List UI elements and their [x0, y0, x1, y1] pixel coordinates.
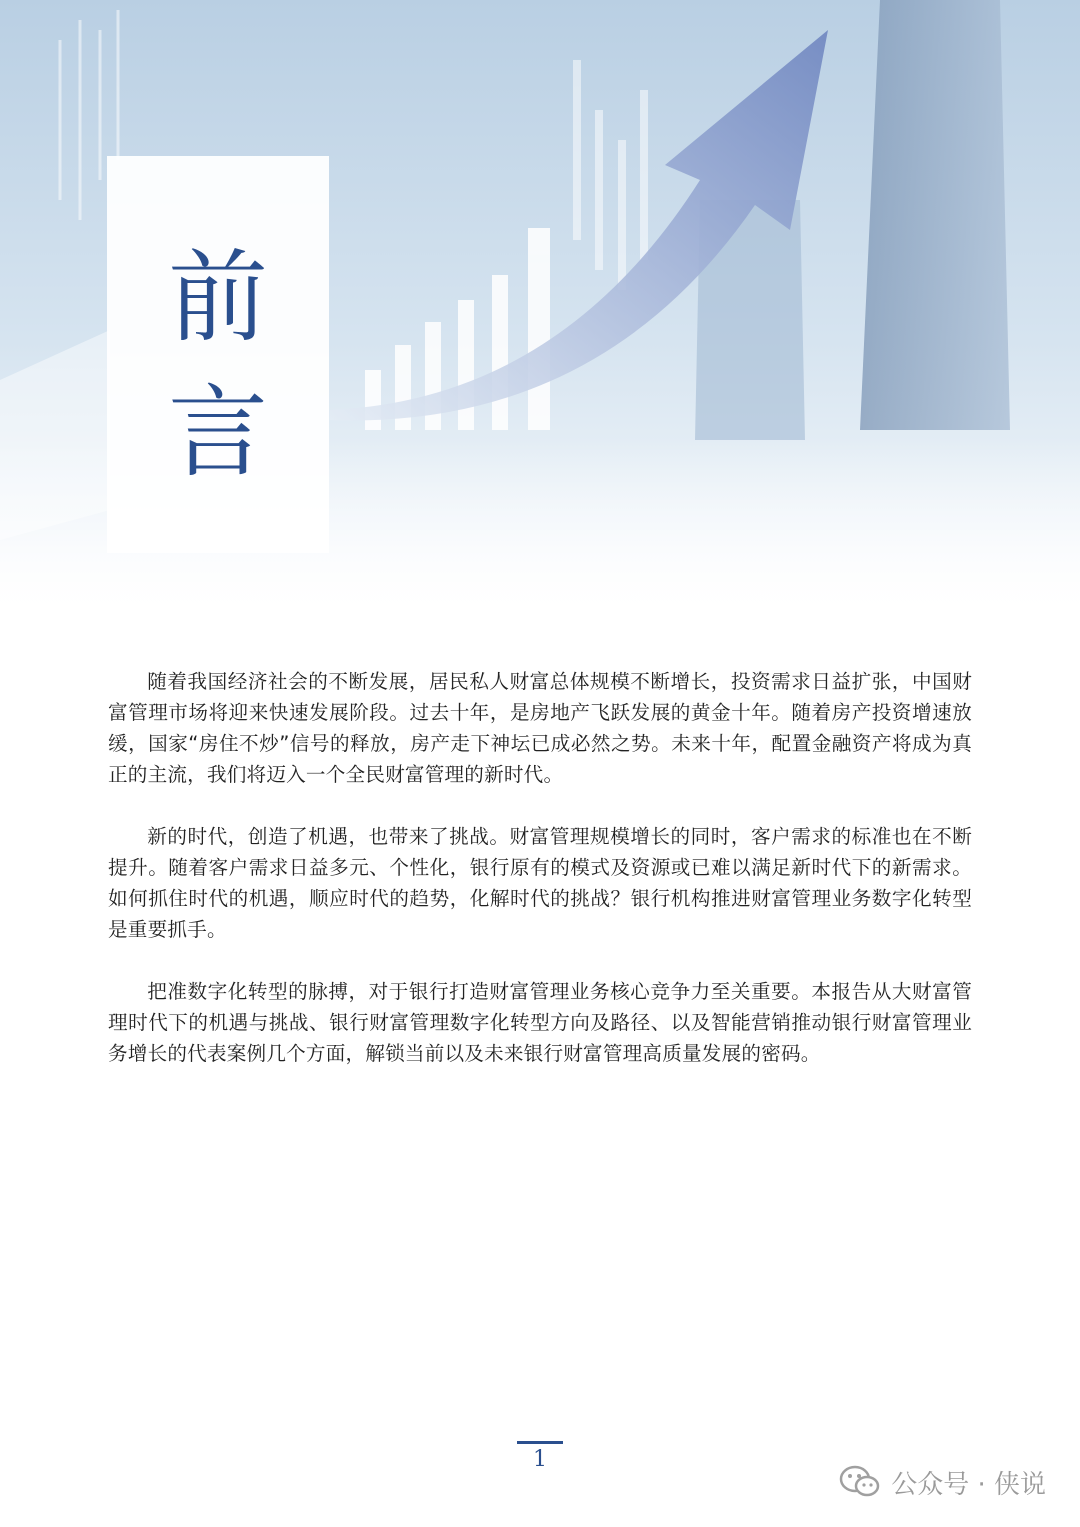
paragraph: 随着我国经济社会的不断发展，居民私人财富总体规模不断增长，投资需求日益扩张，中国财富管理市场将迎来快速发展阶段。过去十年，是房地产飞跃发展的黄金十年。随着房产投资增速放缓，国家“房住不炒”信号的释放，房产走下神坛已成必然之势。未来十年，配置金融资产将成为真正的主流，我们将迈入一个全民财富管理的新时代。 [108, 670, 972, 786]
page-number: 1 [533, 1447, 547, 1472]
paragraph: 新的时代，创造了机遇，也带来了挑战。财富管理规模增长的同时，客户需求的标准也在不断提升。随着客户需求日益多元、个性化，银行原有的模式及资源或已难以满足新时代下的新需求。如何抓住时代的机遇，顺应时代的趋势，化解时代的挑战？银行机构推进财富管理业务数字化转型是重要抓手。 [108, 825, 972, 941]
body-text [108, 666, 972, 1100]
title-box [107, 156, 329, 553]
page-number-rule [517, 1441, 563, 1444]
page-title-char-2: 言 [168, 374, 268, 491]
hero-image [0, 0, 1080, 620]
wechat-icon [839, 1464, 881, 1500]
watermark-text: 公众号 · 侠说 [891, 1469, 1046, 1500]
watermark [839, 1462, 1046, 1502]
paragraph: 把准数字化转型的脉搏，对于银行打造财富管理业务核心竞争力至关重要。本报告从大财富管理时代下的机遇与挑战、银行财富管理数字化转型方向及路径、以及智能营销推动银行财富管理业务增长的代表案例几个方面，解锁当前以及未来银行财富管理高质量发展的密码。 [108, 980, 972, 1065]
page-title-char-1: 前 [168, 239, 268, 356]
